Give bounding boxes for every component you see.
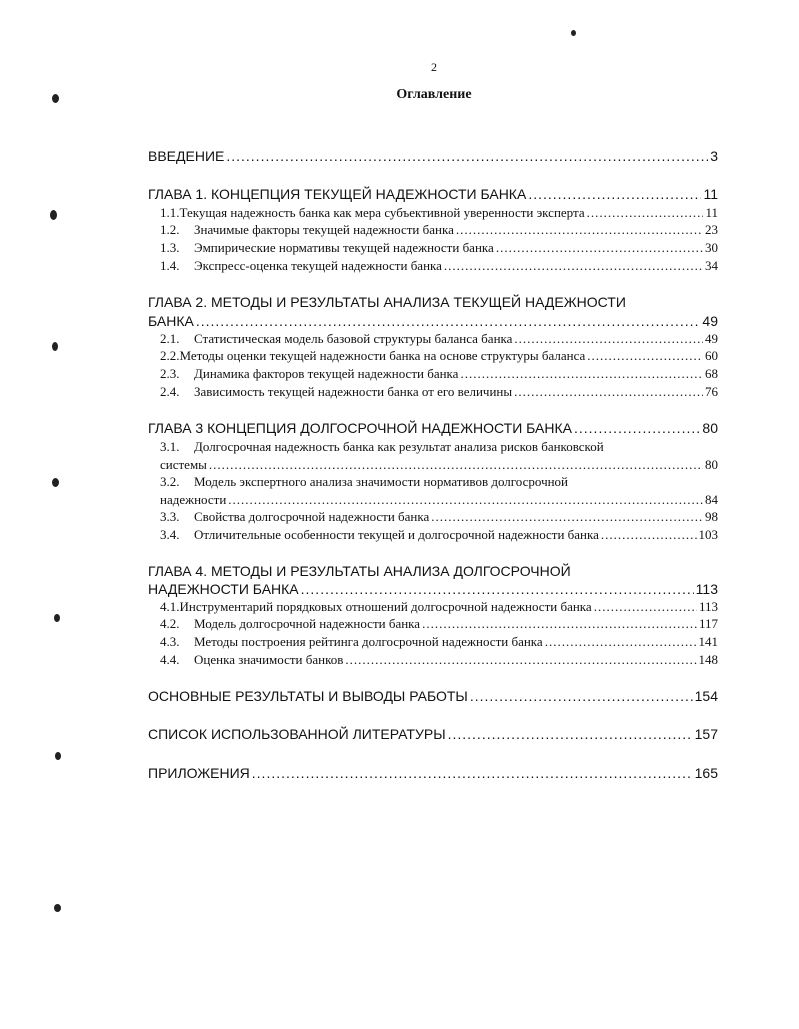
toc-section-number: 1.3. xyxy=(160,240,180,255)
scan-speck xyxy=(55,752,61,760)
toc-entry-label: 4.1.Инструментарий порядковых отношений долгосрочной надежности банка xyxy=(160,599,592,614)
scan-speck xyxy=(52,342,58,351)
toc-page-number: 34 xyxy=(705,258,718,273)
toc-section-number: 3.4. xyxy=(160,527,180,542)
toc-page-number: 80 xyxy=(702,420,718,436)
toc-section-number: 3.3. xyxy=(160,509,180,524)
toc-page-number: 148 xyxy=(698,652,718,667)
toc-entry-label: Зависимость текущей надежности банка от его величины xyxy=(194,384,513,399)
toc-entry-chapter-1[interactable] xyxy=(148,186,718,202)
toc-entry-intro[interactable] xyxy=(148,148,718,164)
toc-page-number: 84 xyxy=(705,492,718,507)
toc-entry-label: Модель долгосрочной надежности банка xyxy=(194,616,421,631)
toc-entry-label: Статистическая модель базовой структуры баланса банка xyxy=(194,331,513,346)
toc-entry-label: ПРИЛОЖЕНИЯ xyxy=(148,765,250,781)
toc-page-number: 3 xyxy=(710,148,718,164)
toc-entry-1-1[interactable] xyxy=(160,205,718,221)
toc-entry-2-2[interactable] xyxy=(160,348,718,364)
toc-entry-1-3[interactable] xyxy=(160,240,718,256)
toc-page-number: 157 xyxy=(694,726,718,742)
toc-page-number: 11 xyxy=(703,186,718,202)
toc-entry-3-2-line1 xyxy=(160,474,718,490)
toc-entry-3-1-line1 xyxy=(160,439,718,455)
toc-section-number: 1.4. xyxy=(160,258,180,273)
toc-page-number: 30 xyxy=(705,240,718,255)
scan-speck xyxy=(50,210,57,220)
toc-section-number: 2.1. xyxy=(160,331,180,346)
toc-page-number: 113 xyxy=(698,599,718,614)
toc-entry-chapter-4[interactable] xyxy=(148,581,718,597)
toc-entry-label: ВВЕДЕНИЕ xyxy=(148,148,225,164)
toc-entry-label: ОСНОВНЫЕ РЕЗУЛЬТАТЫ И ВЫВОДЫ РАБОТЫ xyxy=(148,688,468,704)
toc-page-number: 113 xyxy=(695,581,718,597)
toc-page-number: 23 xyxy=(705,222,718,237)
scan-speck xyxy=(52,478,59,487)
toc-entry-label: Долгосрочная надежность банка как результат анализа рисков банковской xyxy=(194,439,604,454)
toc-entry-results[interactable] xyxy=(148,688,718,704)
toc-page-number: 11 xyxy=(705,205,718,220)
toc-entry-references[interactable] xyxy=(148,726,718,742)
toc-section-number: 4.2. xyxy=(160,616,180,631)
toc-section-number: 4.3. xyxy=(160,634,180,649)
toc-page-number: 49 xyxy=(702,313,718,329)
toc-entry-4-4[interactable] xyxy=(160,652,718,668)
toc-entry-3-2[interactable] xyxy=(160,492,718,508)
toc-entry-label: 1.1.Текущая надежность банка как мера субъективной уверенности эксперта xyxy=(160,205,585,220)
toc-entry-1-4[interactable] xyxy=(160,258,718,274)
scan-speck xyxy=(54,614,60,622)
toc-title: Оглавление xyxy=(396,87,472,102)
toc-entry-label: Методы построения рейтинга долгосрочной надежности банка xyxy=(194,634,543,649)
toc-entry-chapter-3[interactable] xyxy=(148,420,718,436)
toc-entry-label: ГЛАВА 1. КОНЦЕПЦИЯ ТЕКУЩЕЙ НАДЕЖНОСТИ БАНКА xyxy=(148,186,527,202)
toc-entry-appendix[interactable] xyxy=(148,765,718,781)
toc-entry-label: надежности xyxy=(160,492,227,507)
toc-entry-3-3[interactable] xyxy=(160,509,718,525)
toc-page-number: 103 xyxy=(698,527,718,542)
toc-page-number: 141 xyxy=(698,634,718,649)
toc-entry-4-3[interactable] xyxy=(160,634,718,650)
toc-entry-chapter-4-line1: ГЛАВА 4. МЕТОДЫ И РЕЗУЛЬТАТЫ АНАЛИЗА ДОЛГОСРОЧНОЙ xyxy=(148,563,571,579)
scan-speck xyxy=(571,30,576,36)
toc-page-number: 49 xyxy=(705,331,718,346)
toc-entry-label: Эмпирические нормативы текущей надежности банка xyxy=(194,240,494,255)
toc-section-number: 2.3. xyxy=(160,366,180,381)
toc-entry-label: ГЛАВА 3 КОНЦЕПЦИЯ ДОЛГОСРОЧНОЙ НАДЕЖНОСТИ БАНКА xyxy=(148,420,572,436)
toc-entry-label: Модель экспертного анализа значимости нормативов долгосрочной xyxy=(194,474,569,489)
toc-entry-label: Отличительные особенности текущей и долгосрочной надежности банка xyxy=(194,527,599,542)
toc-entry-4-1[interactable] xyxy=(160,599,718,615)
toc-entry-chapter-2-line1: ГЛАВА 2. МЕТОДЫ И РЕЗУЛЬТАТЫ АНАЛИЗА ТЕКУЩЕЙ НАДЕЖНОСТИ xyxy=(148,294,626,310)
toc-entry-label: Динамика факторов текущей надежности банка xyxy=(194,366,459,381)
toc-entry-label: Значимые факторы текущей надежности банка xyxy=(194,222,454,237)
toc-entry-2-3[interactable] xyxy=(160,366,718,382)
toc-page-number: 60 xyxy=(705,348,718,363)
toc-entry-label: БАНКА xyxy=(148,313,194,329)
toc-entry-chapter-2[interactable] xyxy=(148,313,718,329)
toc-entry-label: Оценка значимости банков xyxy=(194,652,344,667)
toc-page-number: 165 xyxy=(694,765,718,781)
toc-page-number: 76 xyxy=(705,384,718,399)
scan-speck xyxy=(54,904,61,912)
toc-section-number: 3.2. xyxy=(160,474,180,489)
toc-entry-label: системы xyxy=(160,457,207,472)
toc-page-number: 117 xyxy=(698,616,718,631)
toc-page-number: 154 xyxy=(694,688,718,704)
toc-entry-label: 2.2.Методы оценки текущей надежности банка на основе структуры баланса xyxy=(160,348,586,363)
toc-entry-2-1[interactable] xyxy=(160,331,718,347)
toc-entry-label: СПИСОК ИСПОЛЬЗОВАННОЙ ЛИТЕРАТУРЫ xyxy=(148,726,446,742)
toc-entry-1-2[interactable] xyxy=(160,222,718,238)
scan-speck xyxy=(52,94,59,103)
toc-entry-4-2[interactable] xyxy=(160,616,718,632)
toc-section-number: 4.4. xyxy=(160,652,180,667)
toc-entry-3-4[interactable] xyxy=(160,527,718,543)
toc-entry-label: Экспресс-оценка текущей надежности банка xyxy=(194,258,442,273)
toc-entry-3-1[interactable] xyxy=(160,457,718,473)
toc-page-number: 80 xyxy=(705,457,718,472)
toc-page-number: 68 xyxy=(705,366,718,381)
toc-page-number: 98 xyxy=(705,509,718,524)
toc-section-number: 3.1. xyxy=(160,439,180,454)
toc-section-number: 1.2. xyxy=(160,222,180,237)
toc-entry-2-4[interactable] xyxy=(160,384,718,400)
toc-entry-label: Свойства долгосрочной надежности банка xyxy=(194,509,430,524)
page-number: 2 xyxy=(431,60,437,74)
toc-section-number: 2.4. xyxy=(160,384,180,399)
toc-entry-label: НАДЕЖНОСТИ БАНКА xyxy=(148,581,299,597)
